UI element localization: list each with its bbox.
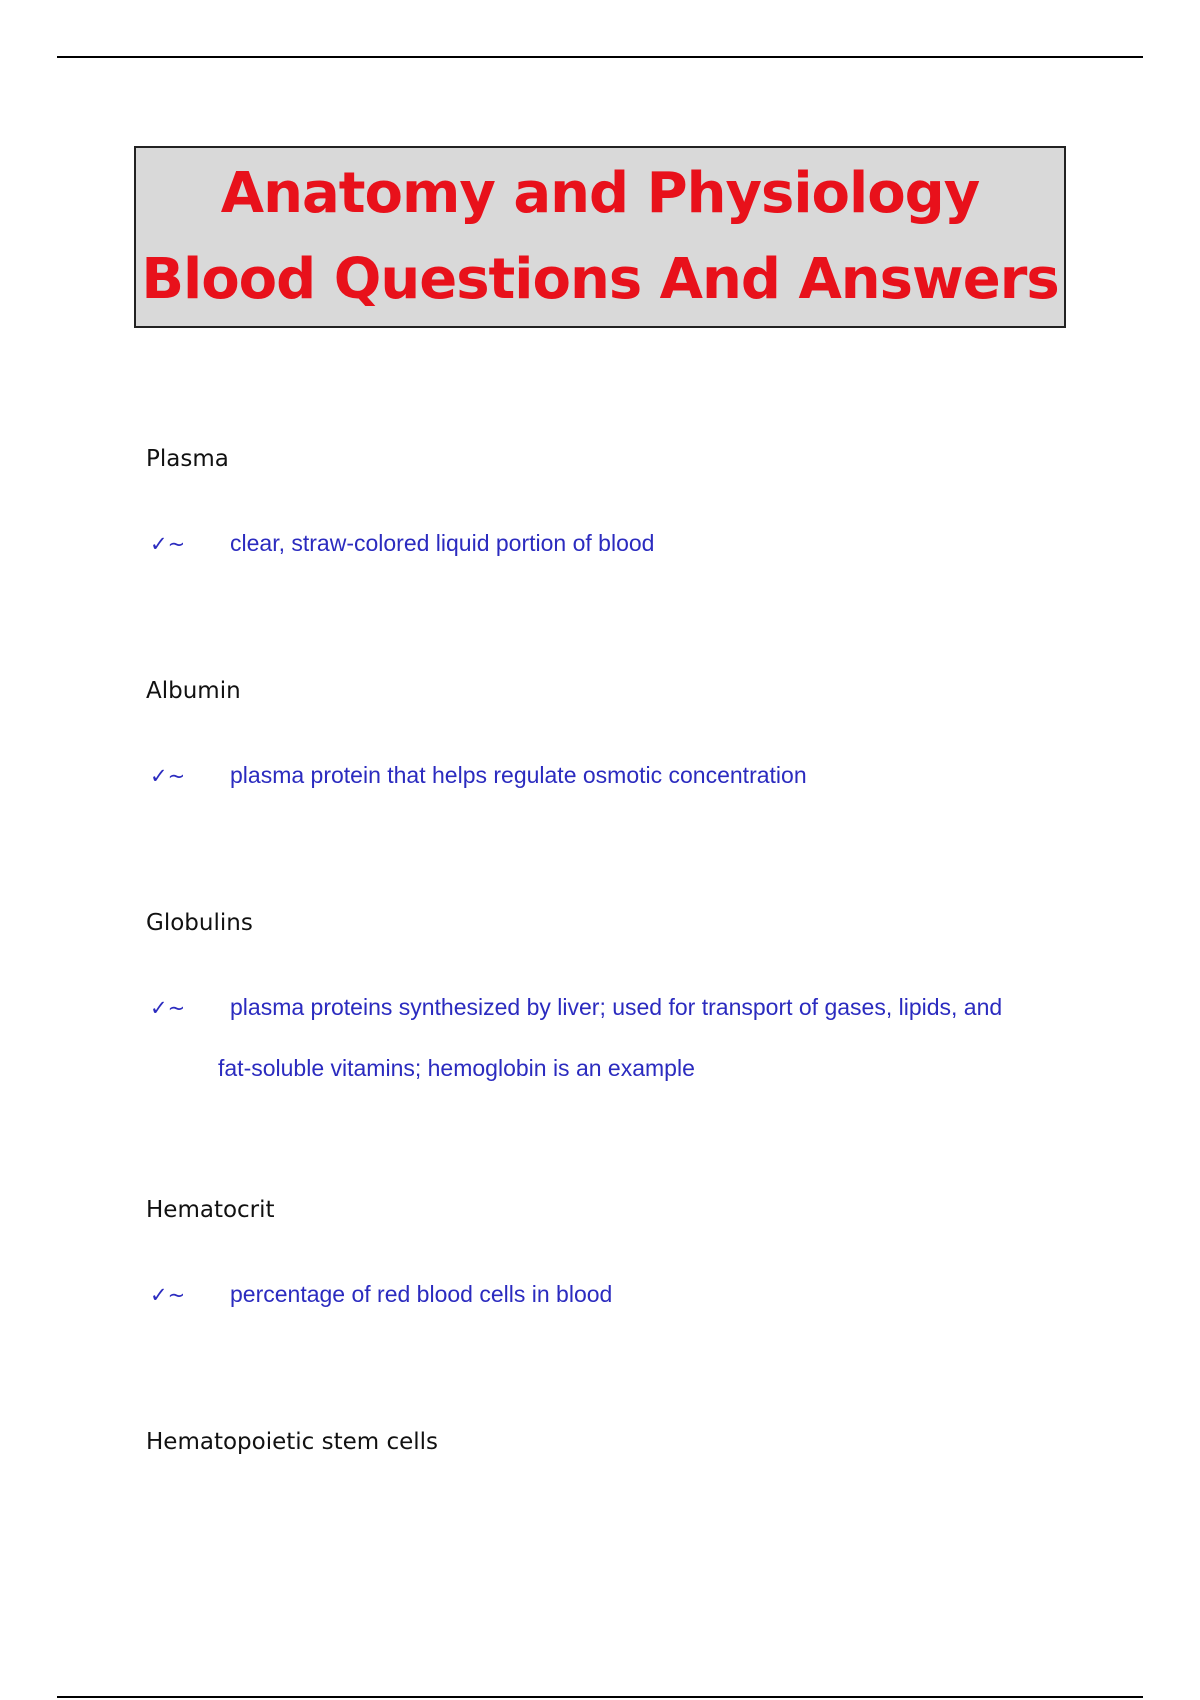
title-line-2: Blood Questions And Answers [141, 247, 1059, 312]
top-divider [57, 56, 1143, 58]
answer-plasma [150, 513, 1050, 574]
term-hematocrit: Hematocrit [146, 1197, 275, 1223]
check-icon: ✓~ [150, 996, 186, 1020]
answer-text: percentage of red blood cells in blood [230, 1281, 613, 1307]
term-hematopoietic-stem-cells: Hematopoietic stem cells [146, 1429, 439, 1455]
answer-hematocrit [150, 1264, 1050, 1325]
answer-text: plasma protein that helps regulate osmotic concentration [230, 762, 807, 788]
answer-text-line-2: fat-soluble vitamins; hemoglobin is an example [218, 1055, 695, 1081]
title-banner [134, 146, 1066, 328]
answer-text-line-1: plasma proteins synthesized by liver; used for transport of gases, lipids, and [230, 994, 1003, 1020]
answer-globulins [150, 977, 1050, 1098]
answer-albumin [150, 745, 1050, 806]
term-plasma: Plasma [146, 446, 229, 472]
title-line-1: Anatomy and Physiology [220, 161, 980, 226]
check-icon: ✓~ [150, 1283, 186, 1307]
bottom-divider [57, 1696, 1143, 1698]
answer-text: clear, straw-colored liquid portion of blood [230, 530, 655, 556]
check-icon: ✓~ [150, 764, 186, 788]
check-icon: ✓~ [150, 532, 186, 556]
term-albumin: Albumin [146, 678, 241, 704]
term-globulins: Globulins [146, 910, 253, 936]
